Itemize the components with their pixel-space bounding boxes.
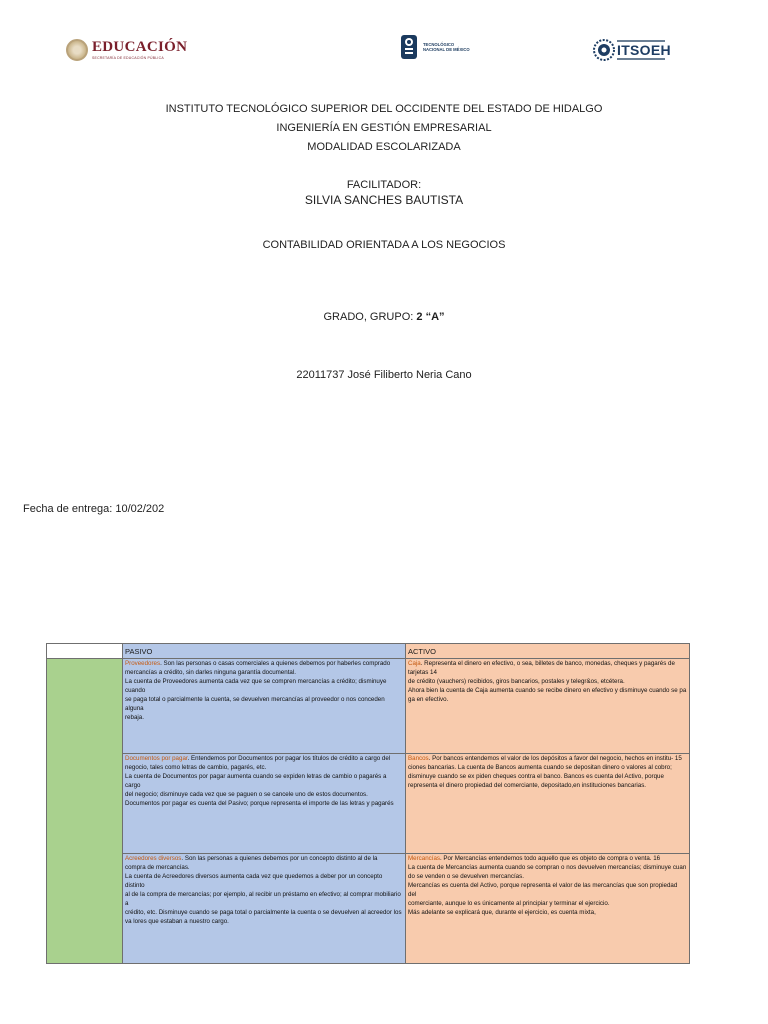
itsoeh-gear-icon	[593, 39, 615, 61]
itsoeh-logo	[593, 37, 671, 63]
itsoeh-name: ITSOEH	[617, 42, 671, 58]
pasivo-term: Documentos por pagar	[125, 755, 188, 762]
student-info: 22011737 José Filiberto Neria Cano	[296, 369, 472, 381]
pasivo-text: . Son las personas a quienes debemos por un concepto distinto al de la compra de mercancías. La cuenta de Acreedores diversos aumenta cada vez que quedemos a deber por un concepto distinto al de la compra de mercancías; por ejemplo, al recibir un préstamo en efectivo; al comprar mobiliario a crédito, etc. Disminuye cuando se paga total o parcialmente la cuenta o se devuelven al acreedor los va lores que estaban a nuestro cargo.	[125, 855, 402, 925]
side-column	[47, 659, 123, 964]
career-name: INGENIERÍA EN GESTIÓN EMPRESARIAL	[276, 122, 492, 134]
institute-name: INSTITUTO TECNOLÓGICO SUPERIOR DEL OCCIDENTE DEL ESTADO DE HIDALGO	[165, 103, 603, 115]
header-activo: ACTIVO	[406, 644, 690, 659]
modality: MODALIDAD ESCOLARIZADA	[307, 141, 461, 153]
tecnm-line-1: TECNOLÓGICO	[423, 41, 455, 47]
activo-text: . Por bancos entendemos el valor de los depósitos a favor del negocio, hechos en institu- 15 ciones bancarias. La cuenta de Bancos aumenta cuando se depositan dinero o valores al cobro; disminuye cuando se ex piden cheques contra el banco. Bancos es cuenta del Activo, porque representa el dinero propiedad del comerciante, depositado,en instituciones bancarias.	[408, 755, 682, 789]
activo-term: Caja	[408, 660, 421, 667]
activo-cell	[406, 659, 690, 754]
grade-group	[0, 311, 768, 323]
sep-logo-subtitle: SECRETARÍA DE EDUCACIÓN PÚBLICA	[92, 55, 164, 60]
sep-logo-title: EDUCACIÓN	[92, 38, 188, 55]
course-name: CONTABILIDAD ORIENTADA A LOS NEGOCIOS	[262, 239, 506, 251]
pasivo-cell	[123, 659, 406, 754]
tecnm-line-2: NACIONAL DE MÉXICO	[423, 47, 470, 52]
tecnm-emblem-icon	[399, 33, 419, 61]
table-row	[47, 659, 690, 754]
grade-label: GRADO, GRUPO:	[323, 311, 417, 323]
activo-cell	[406, 754, 690, 854]
header-pasivo: PASIVO	[123, 644, 406, 659]
header-empty-cell	[47, 644, 123, 659]
pasivo-term: Proveedores	[125, 660, 161, 667]
delivery-date: Fecha de entrega: 10/02/202	[23, 503, 165, 515]
table-header-row	[47, 644, 690, 659]
pasivo-cell	[123, 854, 406, 964]
activo-term: Bancos	[408, 755, 429, 762]
grade-value: 2 “A”	[416, 311, 445, 323]
accounts-table	[46, 643, 690, 964]
activo-term: Mercancías	[408, 855, 440, 862]
pasivo-text: . Entendemos por Documentos por pagar los títulos de crédito a cargo del negocio, tales como letras de cambio, pagarés, etc. La cuenta de Documentos por pagar aumenta cuando se expiden letras de cambio o pagarés a cargo del negocio; disminuye cada vez que se paguen o se cancele uno de estos documentos. Documentos por pagar es cuenta del Pasivo; porque representa el importe de las letras y pagarés	[125, 755, 394, 807]
table-row	[47, 754, 690, 854]
activo-text: . Por Mercancías entendemos todo aquello que es objeto de compra o venta. 16 La cuenta de Mercancías aumenta cuando se compran o nos devuelven mercancías; disminuye cuan do se venden o se devuelven mercancías. Mercancías es cuenta del Activo, porque representa el valor de las mercancías que son propiedad del comerciante, aunque lo es únicamente al principiar y terminar el ejercicio. Más adelante se explicará que, durante el ejercicio, es cuenta mixta,	[408, 855, 687, 916]
facilitator-name: SILVIA SANCHES BAUTISTA	[304, 193, 464, 207]
mexico-seal-icon	[66, 39, 88, 61]
activo-text: . Representa el dinero en efectivo, o sea, billetes de banco, monedas, cheques y pagarés de tarjetas 14 de crédito (vauchers) recibidos, giros bancarios, postales y telegr&os, etcétera. Ahora bien la cuenta de Caja aumenta cuando se recibe dinero en efectivo y disminuye cuando se pa ga en efectivo.	[408, 660, 687, 703]
facilitator-label: FACILITADOR:	[346, 179, 422, 191]
table-row	[47, 854, 690, 964]
pasivo-text: . Son las personas o casas comerciales a quienes debemos por haberles comprado mercancías a crédito, sin darles ninguna garantía documental. La cuenta de Proveedores aumenta cada vez que se compren mercancías a crédito; disminuye cuando se paga total o parcialmente la cuenta, se devuelven mercancías al proveedor o nos conceden alguna rebaja.	[125, 660, 391, 721]
sep-logo	[66, 36, 187, 64]
activo-cell	[406, 854, 690, 964]
pasivo-term: Acreedores diversos	[125, 855, 182, 862]
tecnm-logo	[399, 32, 470, 62]
pasivo-cell	[123, 754, 406, 854]
